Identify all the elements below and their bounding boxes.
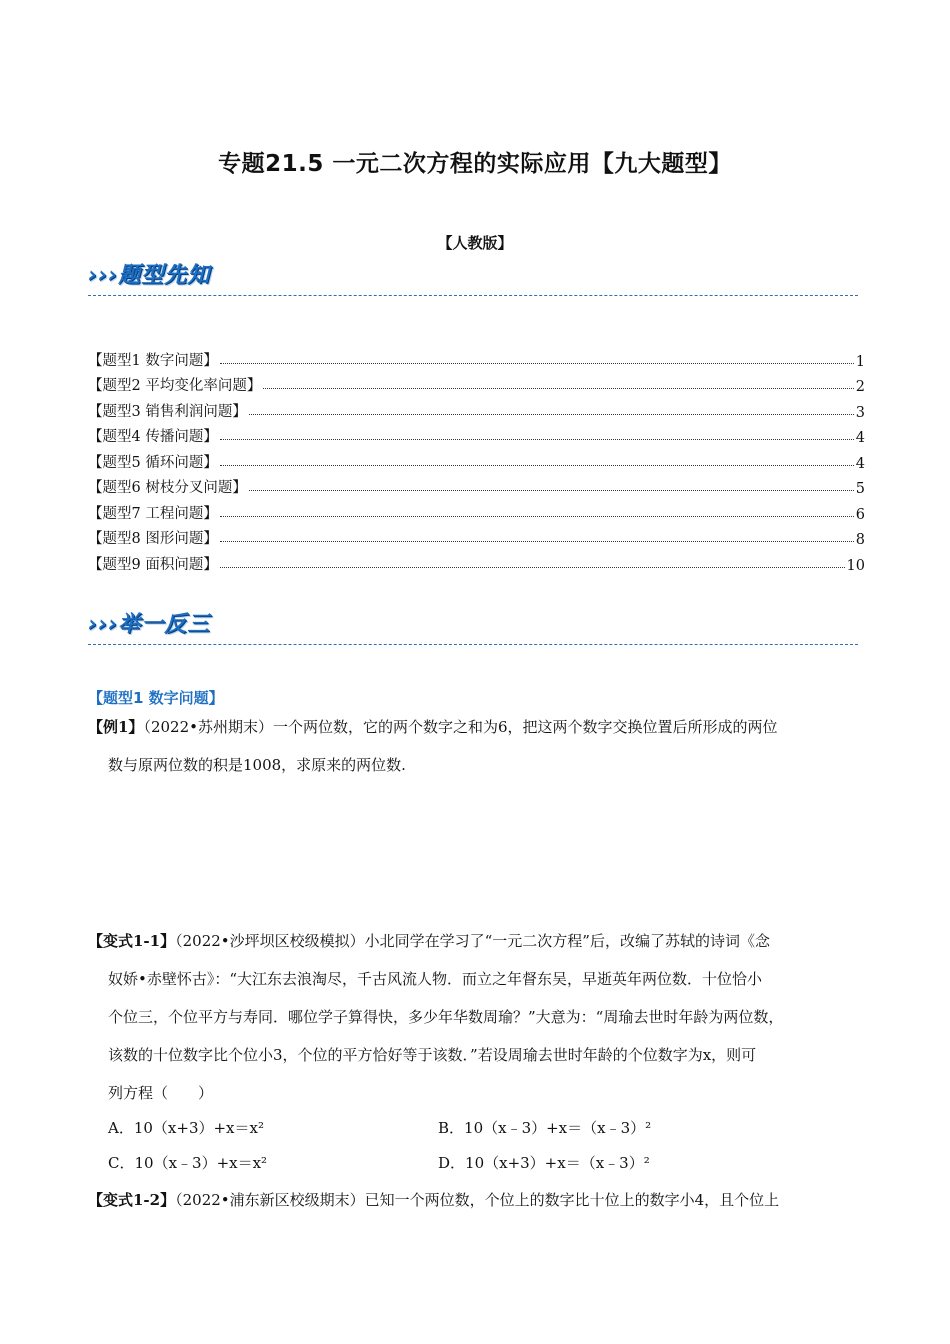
toc-entry[interactable]: 【题型6 树枝分叉问题】 5 [88,480,865,497]
answer-options [108,1110,865,1180]
banner-divider [88,644,858,645]
toc-entry[interactable]: 【题型5 循环问题】 4 [88,454,865,472]
document-title: 专题21.5 一元二次方程的实际应用【九大题型】 [218,151,732,177]
toc-entry[interactable]: 【题型1 数字问题】 1 [88,352,865,370]
toc-page-number: 4 [855,430,865,446]
toc-page-number: 4 [855,455,865,472]
banner-practice-text: ›››举一反三 [88,612,211,637]
example-1: 【例1】（2022•苏州期末）一个两位数，它的两个数字之和为6，把这两个数字交换位置后所形成的两位 数与原两位数的积是1008，求原来的两位数. [88,718,778,774]
toc-entry[interactable]: 【题型9 面积问题】 10 [88,556,865,574]
variant-1-1: 【变式1-1】（2022•沙坪坝区校级模拟）小北同学在学习了“一元二次方程”后，改编了苏轼的诗词《念 奴娇•赤壁怀古》：“大江东去浪淘尽，千古风流人物．而立之年督东吴，早逝英年两位数．十位恰小 个位三，个位平方与寿同．哪位学子算得快，多少年华数周瑜？”大意为：“周瑜去世时年龄为两位数， 该数的十位数字比个位小3，个位的平方恰好等于该数．”若设周瑜去世时年龄的个位数字为x，则可 列方程（ ） [88,932,784,1102]
variant-tag: 【变式1-2】 [88,1191,176,1209]
toc-page-number: 3 [855,404,865,421]
toc-entry[interactable]: 【题型2 平均变化率问题】 2 [88,378,865,395]
toc-entry[interactable]: 【题型4 传播问题】 4 [88,429,865,446]
toc-page-number: 10 [846,557,865,574]
example-tag: 【例1】 [88,718,144,736]
toc-page-number: 6 [855,506,865,523]
toc-page-number: 8 [855,532,865,548]
toc-entry[interactable]: 【题型7 工程问题】 6 [88,505,865,523]
variant-tag: 【变式1-1】 [88,932,176,950]
option-d[interactable]: D．10（x+3）+x＝（x﹣3）² [438,1154,650,1172]
table-of-contents [88,344,865,574]
toc-page-number: 1 [855,353,865,370]
edition-label: 【人教版】 [437,234,513,252]
toc-page-number: 2 [855,379,865,395]
option-a[interactable]: A．10（x+3）+x＝x² [108,1119,264,1137]
banner-overview-text: ›››题型先知 [88,263,211,288]
toc-entry[interactable]: 【题型3 销售利润问题】 3 [88,403,865,421]
section-heading: 【题型1 数字问题】 [88,689,224,707]
banner-practice [88,605,858,645]
variant-1-2: 【变式1-2】（2022•浦东新区校级期末）已知一个两位数，个位上的数字比十位上的数字小4，且个位上 [88,1191,780,1209]
toc-page-number: 5 [855,481,865,497]
option-b[interactable]: B．10（x﹣3）+x＝（x﹣3）² [438,1119,652,1137]
option-c[interactable]: C．10（x﹣3）+x＝x² [108,1154,268,1172]
toc-entry[interactable]: 【题型8 图形问题】 8 [88,531,865,548]
banner-divider [88,295,858,296]
banner-overview [88,256,858,296]
